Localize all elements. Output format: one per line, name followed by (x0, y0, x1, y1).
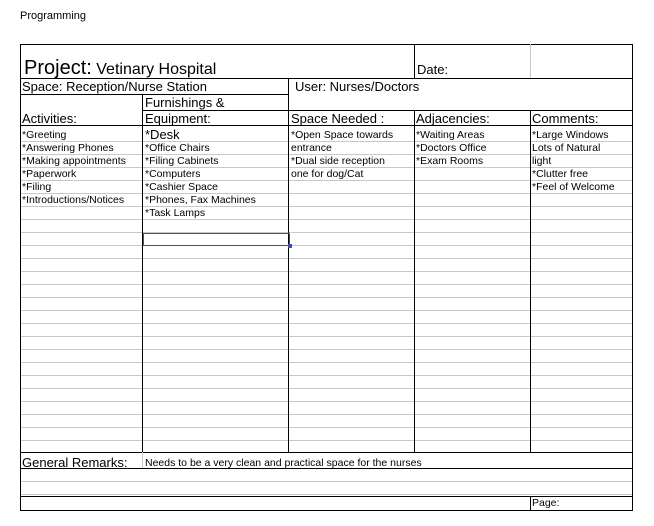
list-item: light (532, 155, 552, 167)
list-item: *Introductions/Notices (22, 194, 125, 206)
list-item: *Dual side reception (291, 155, 385, 167)
list-item: *Greeting (22, 129, 67, 141)
furnishings-header-line2: Equipment: (145, 111, 211, 126)
comments-list (532, 129, 615, 194)
space-needed-header: Space Needed : (291, 111, 385, 126)
list-item: *Paperwork (22, 168, 77, 180)
space-label: Space: Reception/Nurse Station (22, 79, 207, 94)
list-item: *Clutter free (532, 168, 589, 180)
list-item: Lots of Natural (532, 142, 601, 154)
comments-header: Comments: (532, 111, 599, 126)
furnishings-list (145, 127, 256, 220)
list-item: *Office Chairs (145, 142, 210, 154)
list-item: *Computers (145, 168, 201, 180)
selected-cell[interactable] (143, 233, 290, 246)
date-label: Date: (417, 62, 449, 77)
list-item: *Desk (145, 127, 180, 142)
list-item: *Task Lamps (145, 207, 206, 219)
programming-sheet (20, 44, 633, 511)
page-label: Page: (532, 497, 560, 509)
general-remarks-text: Needs to be a very clean and practical space for the nurses (145, 457, 422, 469)
space-needed-list (291, 129, 393, 181)
list-item: *Large Windows (532, 129, 609, 141)
project-name: Vetinary Hospital (96, 61, 217, 78)
list-item: *Feel of Welcome (532, 181, 615, 193)
list-item: *Filing Cabinets (145, 155, 219, 167)
list-item: *Phones, Fax Machines (145, 194, 256, 206)
page-header: Programming (20, 10, 87, 22)
list-item: *Answering Phones (22, 142, 114, 154)
list-item: *Exam Rooms (416, 155, 484, 167)
list-item: entrance (291, 142, 332, 154)
list-item: *Making appointments (22, 155, 126, 167)
project-label: Project: (24, 57, 92, 79)
fill-handle[interactable] (288, 244, 292, 248)
list-item: *Filing (22, 181, 52, 193)
project-title (24, 57, 216, 81)
adjacencies-list (416, 129, 486, 168)
list-item: *Open Space towards (291, 129, 394, 141)
general-remarks-label: General Remarks: (22, 455, 128, 470)
list-item: *Waiting Areas (416, 129, 485, 141)
list-item: *Doctors Office (416, 142, 487, 154)
user-label: User: Nurses/Doctors (295, 79, 420, 94)
list-item: *Cashier Space (145, 181, 218, 193)
adjacencies-header: Adjacencies: (416, 111, 490, 126)
activities-header: Activities: (22, 111, 77, 126)
activities-list (22, 129, 126, 207)
furnishings-header-line1: Furnishings & (145, 95, 225, 110)
list-item: one for dog/Cat (291, 168, 364, 180)
